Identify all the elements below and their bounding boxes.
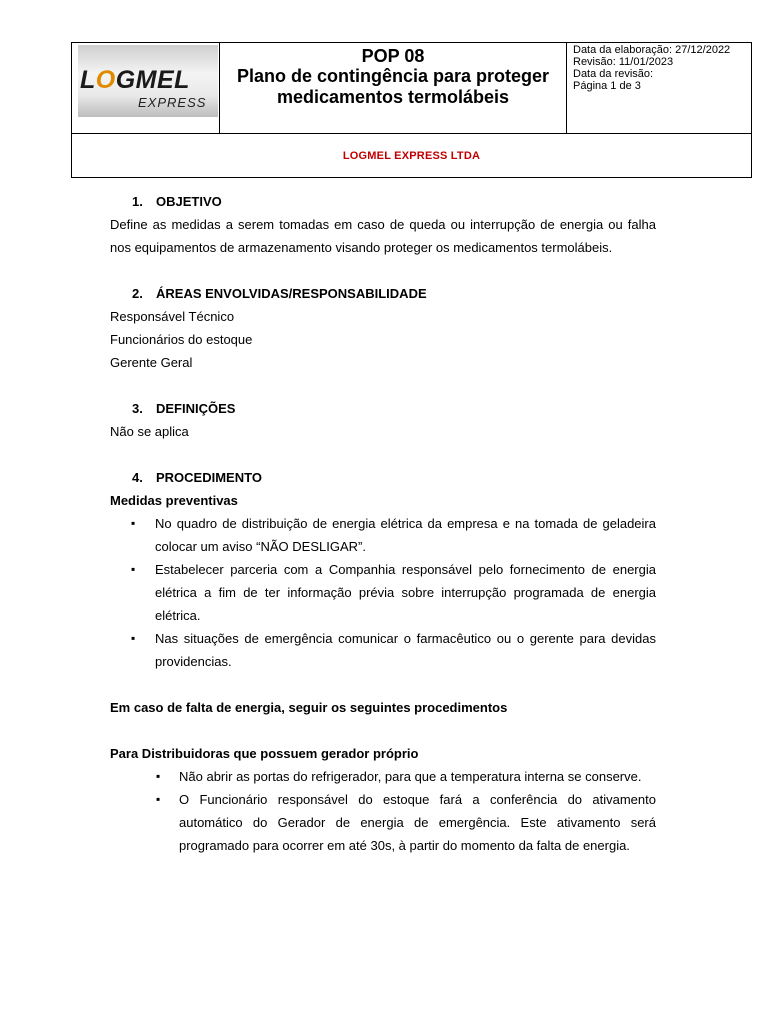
responsible-item: Responsável Técnico xyxy=(110,309,235,324)
subheading-generator: Para Distribuidoras que possuem gerador próprio xyxy=(110,746,419,761)
revision-date: Data da revisão: xyxy=(573,68,654,80)
meta-cell xyxy=(567,43,752,133)
document-header xyxy=(71,42,752,178)
document-title: Plano de contingência para proteger medicamentos termolábeis xyxy=(236,66,550,107)
document-code: POP 08 xyxy=(361,46,425,66)
elaboration-date: Data da elaboração: 27/12/2022 xyxy=(573,44,731,56)
responsible-item: Gerente Geral xyxy=(110,355,193,370)
subheading-power-outage: Em caso de falta de energia, seguir os seguintes procedimentos xyxy=(110,700,508,715)
section-heading-4 xyxy=(110,466,656,489)
section-number: 4. xyxy=(132,470,143,485)
section-number: 3. xyxy=(132,401,143,416)
logo-cell xyxy=(72,43,220,133)
objective-text: Define as medidas a serem tomadas em caso de queda ou interrupção de energia ou falha nos equipamentos de armazenamento visando proteger os medicamentos termolábeis. xyxy=(110,217,656,255)
list-item: ▪ Estabelecer parceria com a Companhia responsável pelo fornecimento de energia elétrica a fim de ter informação prévia sobre interrupção programada de energia elétrica. xyxy=(110,558,656,627)
document-body xyxy=(110,190,656,857)
page-number: Página 1 de 3 xyxy=(573,80,641,92)
section-heading-2 xyxy=(110,282,656,305)
section-title: DEFINIÇÕES xyxy=(156,401,236,416)
definitions-text: Não se aplica xyxy=(110,424,189,439)
logo-sub-text: EXPRESS xyxy=(138,95,207,110)
list-item: ▪ Nas situações de emergência comunicar o farmacêutico ou o gerente para devidas providencias. xyxy=(110,627,656,673)
company-row xyxy=(72,134,751,178)
subheading-preventive: Medidas preventivas xyxy=(110,493,238,508)
title-cell xyxy=(220,43,567,133)
section-number: 1. xyxy=(132,194,143,209)
responsible-item: Funcionários do estoque xyxy=(110,332,253,347)
generator-list xyxy=(110,765,656,857)
list-item: ▪ No quadro de distribuição de energia elétrica da empresa e na tomada de geladeira colocar um aviso “NÃO DESLIGAR”. xyxy=(110,512,656,558)
revision: Revisão: 11/01/2023 xyxy=(573,56,674,68)
section-title: OBJETIVO xyxy=(156,194,222,209)
section-heading-1 xyxy=(110,190,656,213)
section-number: 2. xyxy=(132,286,143,301)
list-item: ▪ Não abrir as portas do refrigerador, para que a temperatura interna se conserve. xyxy=(110,765,656,788)
section-title: ÁREAS ENVOLVIDAS/RESPONSABILIDADE xyxy=(156,286,427,301)
company-logo xyxy=(78,45,218,117)
section-title: PROCEDIMENTO xyxy=(156,470,262,485)
logo-main-text: LOGMEL xyxy=(80,66,190,94)
section-heading-3 xyxy=(110,397,656,420)
header-top-row xyxy=(72,43,751,134)
preventive-list xyxy=(110,512,656,673)
list-item: ▪ O Funcionário responsável do estoque fará a conferência do ativamento automático do Gerador de energia de emergência. Este ativamento será programado para ocorrer em até 30s, à partir do momento da falta de energia. xyxy=(110,788,656,857)
company-name: LOGMEL EXPRESS LTDA xyxy=(342,150,481,162)
